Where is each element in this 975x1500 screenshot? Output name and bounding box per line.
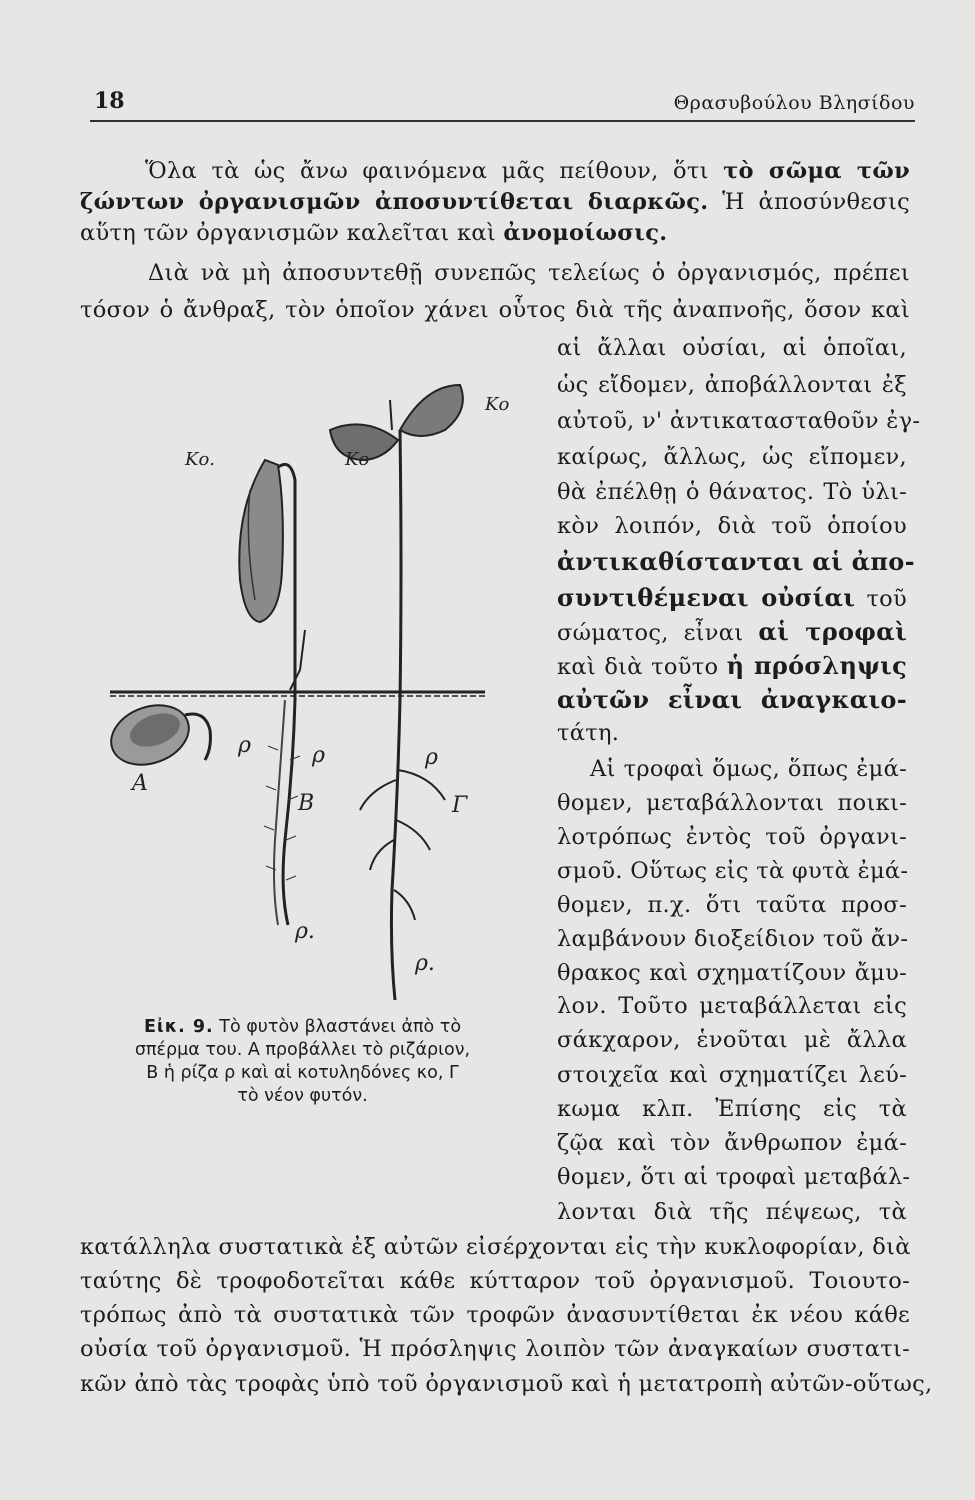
column-line: κωμα κλπ. Ἐπίσης εἰς τὰ <box>557 1096 907 1122</box>
column-line <box>557 583 907 614</box>
text-line: οὐσία τοῦ ὀργανισμοῦ. Ἡ πρόσληψις λοιπὸν τῶν ἀναγκαίων συστατι- <box>80 1336 910 1362</box>
soil-line <box>110 692 485 696</box>
column-line: θρακος καὶ σχηματίζουν ἄμυ- <box>557 960 907 986</box>
label-rho-c: ρ <box>425 745 438 770</box>
column-line: λονται διὰ τῆς πέψεως, τὰ <box>557 1199 907 1225</box>
emphasis-text: ἡ πρόσληψις <box>726 651 908 680</box>
seed-a <box>103 695 211 775</box>
column-line: Αἱ τροφαὶ ὅμως, ὅπως ἐμά- <box>590 756 907 782</box>
caption-line: τὸ νέον φυτόν. <box>237 1086 368 1106</box>
text-run: σώματος, εἶναι <box>557 620 744 646</box>
column-line: σάκχαρον, ἑνοῦται μὲ ἄλλα <box>557 1027 907 1053</box>
text-line: τρόπως ἀπὸ τὰ συστατικὰ τῶν τροφῶν ἀνασυντίθεται ἐκ νέου κάθε <box>80 1302 910 1328</box>
text-line: κατάλληλα συστατικὰ ἐξ αὐτῶν εἰσέρχονται εἰς τὴν κυκλοφορίαν, διὰ <box>80 1234 911 1260</box>
text-line <box>80 187 910 217</box>
text-line <box>145 156 910 186</box>
column-line: στοιχεῖα καὶ σχηματίζει λεύ- <box>557 1062 907 1088</box>
label-b: Β <box>298 791 315 816</box>
text-run: Ὅλα τὰ ὡς ἄνω φαινόμενα μᾶς πείθουν, ὅτι <box>145 158 709 184</box>
label-ko-top: Κο <box>485 394 510 415</box>
column-line: ὡς εἴδομεν, ἀποβάλλονται ἐξ <box>557 372 907 398</box>
text-run: τοῦ <box>866 586 908 612</box>
label-rho-b: ρ <box>312 743 325 768</box>
column-line: λοτρόπως ἐντὸς τοῦ ὀργανι- <box>557 824 907 850</box>
column-line <box>557 651 907 682</box>
column-line: αἱ ἄλλαι οὐσίαι, αἱ ὁποῖαι, <box>557 335 907 361</box>
text-line: ταύτης δὲ τροφοδοτεῖται κάθε κύτταρον τοῦ ὀργανισμοῦ. Τοιουτο- <box>80 1268 910 1294</box>
caption-line <box>90 1016 515 1039</box>
figure-caption <box>90 1016 515 1108</box>
column-line <box>557 617 907 648</box>
emphasis-text: ζώντων ὀργανισμῶν ἀποσυντίθεται διαρκῶς. <box>80 189 709 215</box>
label-ko-left: Κο. <box>185 449 216 470</box>
caption-text: Τὸ φυτὸν βλαστάνει ἀπὸ τὸ <box>219 1017 462 1037</box>
text-run: Ἡ ἀποσύνθεσις <box>722 189 911 215</box>
label-rho-c-root: ρ. <box>415 951 435 976</box>
column-line: καίρως, ἄλλως, ὡς εἴπομεν, <box>557 444 907 470</box>
column-line: θομεν, μεταβάλλονται ποικι- <box>557 790 907 816</box>
page-header <box>90 86 915 122</box>
text-line: τόσον ὁ ἄνθραξ, τὸν ὁποῖον χάνει οὗτος διὰ τῆς ἀναπνοῆς, ὅσον καὶ <box>80 297 910 323</box>
column-line: θὰ ἐπέλθῃ ὁ θάνατος. Τὸ ὑλι- <box>557 479 907 505</box>
running-title: Θρασυβούλου Βλησίδου <box>673 92 915 114</box>
caption-label: Εἰκ. 9. <box>143 1017 214 1037</box>
column-line: αὐτοῦ, ν' ἀντικατασταθοῦν ἐγ- <box>557 408 921 434</box>
label-a: Α <box>132 771 148 796</box>
caption-line: σπέρμα του. Α προβάλλει τὸ ριζάριον, <box>134 1040 471 1060</box>
column-line: θομεν, π.χ. ὅτι ταῦτα προσ- <box>557 892 907 918</box>
text-run: καὶ διὰ τοῦτο <box>557 654 719 680</box>
text-line: κῶν ἀπὸ τὰς τροφὰς ὑπὸ τοῦ ὀργανισμοῦ καὶ ἡ μετατροπὴ αὐτῶν-οὕτως, <box>80 1371 933 1397</box>
emphasis-text: ἀνομοίωσις. <box>503 220 668 246</box>
label-rho-a: ρ <box>238 733 251 758</box>
text-line: Διὰ νὰ μὴ ἀποσυντεθῇ συνεπῶς τελείως ὁ ὀργανισμός, πρέπει <box>148 260 910 286</box>
column-line: θομεν, ὅτι αἱ τροφαὶ μεταβάλ- <box>557 1164 911 1190</box>
column-line: λον. Τοῦτο μεταβάλλεται εἰς <box>557 993 907 1019</box>
emphasis-text: συντιθέμεναι οὐσίαι <box>557 583 856 612</box>
label-ko-mid: Κο <box>345 449 370 470</box>
column-line: αὐτῶν εἶναι ἀναγκαιο- <box>557 685 907 714</box>
emphasis-text: αἱ τροφαὶ <box>758 617 907 646</box>
text-run: αὕτη τῶν ὀργανισμῶν καλεῖται καὶ <box>80 220 496 246</box>
column-line: σμοῦ. Οὕτως εἰς τὰ φυτὰ ἐμά- <box>557 858 909 884</box>
column-line: λαμβάνουν διοξείδιον τοῦ ἄν- <box>557 926 909 952</box>
label-g: Γ <box>452 793 468 818</box>
column-line: κὸν λοιπόν, διὰ τοῦ ὁποίου <box>557 513 907 539</box>
column-line: τάτη. <box>557 720 620 746</box>
column-line: ἀντικαθίστανται αἱ ἀπο- <box>557 547 915 576</box>
emphasis-text: τὸ σῶμα τῶν <box>723 158 910 184</box>
germination-figure <box>100 370 540 1020</box>
page-number: 18 <box>94 88 125 114</box>
caption-line: Β ἡ ρίζα ρ καὶ αἱ κοτυληδόνες κο, Γ <box>146 1063 459 1083</box>
label-rho-b-root: ρ. <box>295 919 315 944</box>
text-line <box>80 218 667 248</box>
column-line: ζῷα καὶ τὸν ἄνθρωπον ἐμά- <box>557 1130 907 1156</box>
